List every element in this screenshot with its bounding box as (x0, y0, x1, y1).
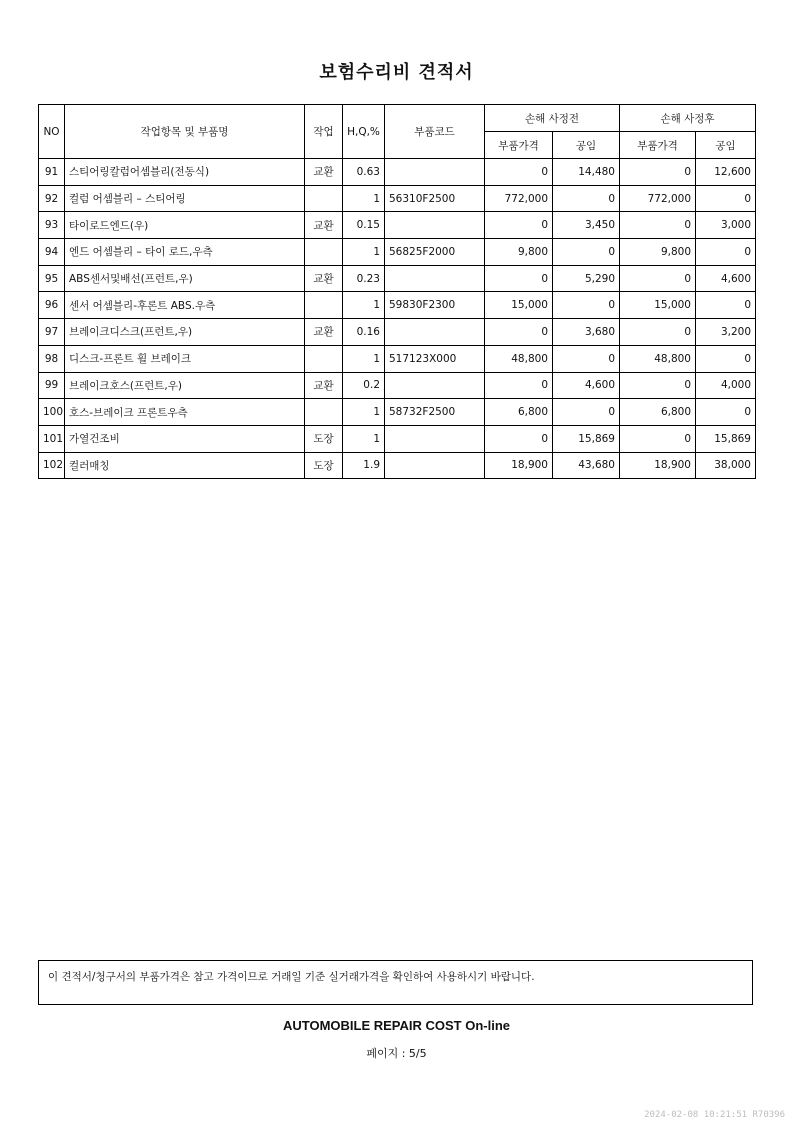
header-hq: H,Q,% (343, 105, 385, 159)
row-hq: 1 (343, 239, 385, 266)
estimate-table (38, 104, 756, 479)
row-labor-after: 0 (696, 345, 756, 372)
row-work: 교환 (305, 159, 343, 186)
row-part-code (385, 265, 485, 292)
row-price-before: 772,000 (485, 185, 553, 212)
row-no: 92 (39, 185, 65, 212)
header-labor-after: 공임 (696, 132, 756, 159)
row-part-code: 517123X000 (385, 345, 485, 372)
row-labor-before: 3,450 (553, 212, 620, 239)
row-price-after: 0 (620, 212, 696, 239)
row-hq: 0.15 (343, 212, 385, 239)
table-row (39, 372, 756, 399)
row-labor-after: 38,000 (696, 452, 756, 479)
row-price-before: 0 (485, 159, 553, 186)
row-part-code: 56310F2500 (385, 185, 485, 212)
row-part-code (385, 212, 485, 239)
row-hq: 0.23 (343, 265, 385, 292)
row-labor-after: 0 (696, 239, 756, 266)
row-price-before: 15,000 (485, 292, 553, 319)
row-no: 97 (39, 319, 65, 346)
row-no: 91 (39, 159, 65, 186)
row-no: 100 (39, 399, 65, 426)
header-after: 손해 사정후 (620, 105, 756, 132)
table-row (39, 345, 756, 372)
row-hq: 1.9 (343, 452, 385, 479)
table-header (39, 105, 756, 159)
row-price-before: 9,800 (485, 239, 553, 266)
row-hq: 1 (343, 425, 385, 452)
row-no: 94 (39, 239, 65, 266)
row-work: 도장 (305, 452, 343, 479)
row-price-before: 6,800 (485, 399, 553, 426)
header-code: 부품코드 (385, 105, 485, 159)
row-item-name: ABS센서및배선(프런트,우) (65, 265, 305, 292)
row-labor-after: 3,200 (696, 319, 756, 346)
footer-brand: AUTOMOBILE REPAIR COST On-line (282, 1018, 511, 1033)
row-work: 교환 (305, 319, 343, 346)
table-row (39, 185, 756, 212)
row-no: 98 (39, 345, 65, 372)
row-part-code (385, 425, 485, 452)
header-labor-before: 공임 (553, 132, 620, 159)
row-labor-after: 4,000 (696, 372, 756, 399)
row-labor-after: 3,000 (696, 212, 756, 239)
row-item-name: 엔드 어셈블리 – 타이 로드,우측 (65, 239, 305, 266)
row-item-name: 디스크-프론트 휠 브레이크 (65, 345, 305, 372)
row-part-code: 59830F2300 (385, 292, 485, 319)
print-timestamp: 2024-02-08 10:21:51 R70396 (644, 1110, 785, 1120)
row-labor-after: 15,869 (696, 425, 756, 452)
row-part-code (385, 319, 485, 346)
page-number: 페이지 : 5/5 (366, 1047, 427, 1060)
row-price-after: 0 (620, 319, 696, 346)
header-before: 손해 사정전 (485, 105, 620, 132)
row-no: 95 (39, 265, 65, 292)
table-row (39, 292, 756, 319)
row-labor-after: 12,600 (696, 159, 756, 186)
row-price-after: 0 (620, 159, 696, 186)
row-no: 96 (39, 292, 65, 319)
table-row (39, 399, 756, 426)
table-row (39, 159, 756, 186)
row-labor-after: 0 (696, 399, 756, 426)
row-hq: 1 (343, 399, 385, 426)
row-item-name: 가열건조비 (65, 425, 305, 452)
document-title: 보험수리비 견적서 (319, 62, 474, 83)
table-body (39, 159, 756, 479)
table-row (39, 452, 756, 479)
row-labor-before: 14,480 (553, 159, 620, 186)
row-price-after: 9,800 (620, 239, 696, 266)
row-work: 교환 (305, 372, 343, 399)
row-no: 102 (39, 452, 65, 479)
row-labor-before: 43,680 (553, 452, 620, 479)
row-item-name: 타이로드엔드(우) (65, 212, 305, 239)
row-item-name: 컬럼 어셈블리 – 스티어링 (65, 185, 305, 212)
row-part-code: 58732F2500 (385, 399, 485, 426)
row-part-code: 56825F2000 (385, 239, 485, 266)
row-price-after: 18,900 (620, 452, 696, 479)
row-item-name: 브레이크호스(프런트,우) (65, 372, 305, 399)
row-item-name: 브레이크디스크(프런트,우) (65, 319, 305, 346)
table-row (39, 319, 756, 346)
row-hq: 1 (343, 185, 385, 212)
row-price-after: 0 (620, 265, 696, 292)
row-work (305, 345, 343, 372)
row-work: 도장 (305, 425, 343, 452)
row-price-after: 48,800 (620, 345, 696, 372)
row-price-after: 6,800 (620, 399, 696, 426)
row-price-before: 0 (485, 372, 553, 399)
row-part-code (385, 159, 485, 186)
row-labor-before: 0 (553, 345, 620, 372)
header-price-after: 부품가격 (620, 132, 696, 159)
header-no: NO (39, 105, 65, 159)
row-labor-before: 0 (553, 185, 620, 212)
row-work (305, 239, 343, 266)
row-item-name: 센서 어셈블리-후론트 ABS.우측 (65, 292, 305, 319)
notice-box: 이 견적서/청구서의 부품가격은 참고 가격이므로 거래일 기준 실거래가격을 확인하여 사용하시기 바랍니다. (38, 960, 753, 1005)
row-work (305, 399, 343, 426)
row-hq: 0.16 (343, 319, 385, 346)
row-price-before: 0 (485, 319, 553, 346)
row-labor-before: 5,290 (553, 265, 620, 292)
row-part-code (385, 452, 485, 479)
row-price-after: 772,000 (620, 185, 696, 212)
table-row (39, 425, 756, 452)
row-labor-after: 0 (696, 292, 756, 319)
row-no: 101 (39, 425, 65, 452)
row-hq: 0.63 (343, 159, 385, 186)
row-no: 99 (39, 372, 65, 399)
row-price-after: 0 (620, 425, 696, 452)
row-work: 교환 (305, 265, 343, 292)
row-work (305, 185, 343, 212)
row-item-name: 스티어링칼럼어셈블리(전동식) (65, 159, 305, 186)
row-labor-after: 0 (696, 185, 756, 212)
row-labor-before: 0 (553, 292, 620, 319)
row-price-after: 0 (620, 372, 696, 399)
header-work: 작업 (305, 105, 343, 159)
row-no: 93 (39, 212, 65, 239)
row-labor-before: 0 (553, 399, 620, 426)
row-price-before: 0 (485, 425, 553, 452)
row-item-name: 컬러매칭 (65, 452, 305, 479)
row-price-before: 0 (485, 212, 553, 239)
row-part-code (385, 372, 485, 399)
row-hq: 1 (343, 292, 385, 319)
row-labor-before: 0 (553, 239, 620, 266)
header-price-before: 부품가격 (485, 132, 553, 159)
row-work: 교환 (305, 212, 343, 239)
row-work (305, 292, 343, 319)
row-labor-before: 4,600 (553, 372, 620, 399)
row-item-name: 호스-브레이크 프론트우측 (65, 399, 305, 426)
row-price-before: 18,900 (485, 452, 553, 479)
row-price-after: 15,000 (620, 292, 696, 319)
table-row (39, 239, 756, 266)
table-row (39, 212, 756, 239)
header-item: 작업항목 및 부품명 (65, 105, 305, 159)
row-hq: 0.2 (343, 372, 385, 399)
row-labor-after: 4,600 (696, 265, 756, 292)
row-hq: 1 (343, 345, 385, 372)
row-price-before: 0 (485, 265, 553, 292)
table-row (39, 265, 756, 292)
row-labor-before: 3,680 (553, 319, 620, 346)
row-labor-before: 15,869 (553, 425, 620, 452)
row-price-before: 48,800 (485, 345, 553, 372)
